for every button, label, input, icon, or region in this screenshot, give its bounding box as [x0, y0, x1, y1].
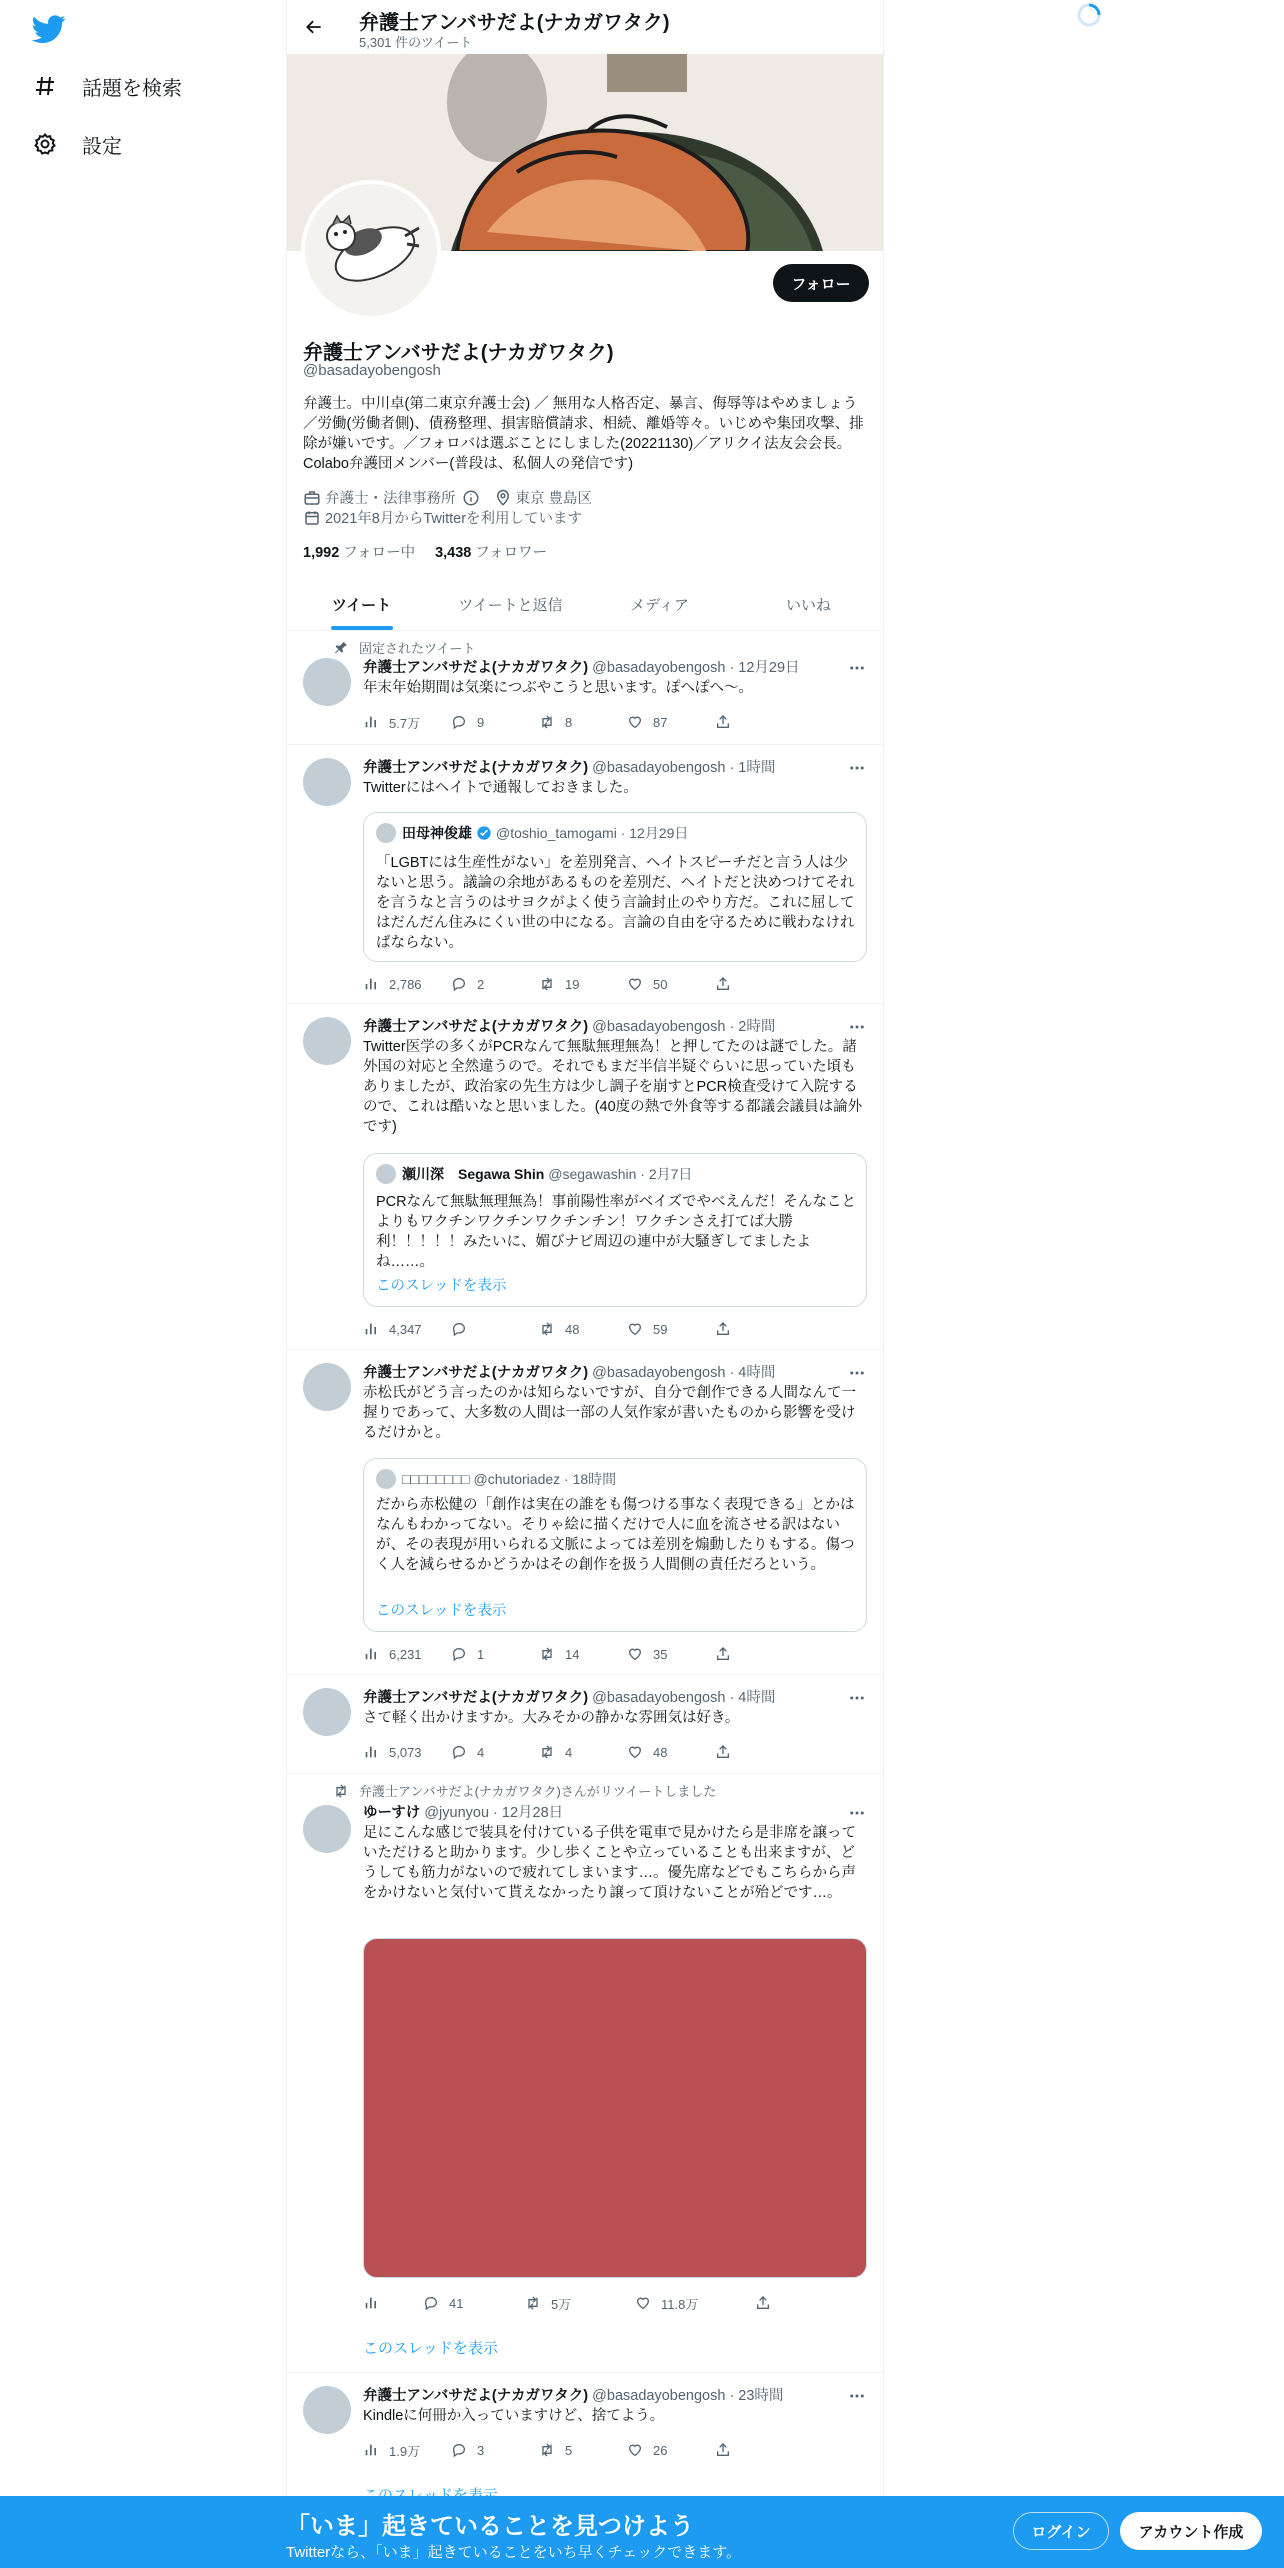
quoted-text: PCRなんて無駄無理無為！事前陽性率がベイズでやべえんだ！そんなことよりもワクチンワクチンワクチンチン！ワクチンさえ打てば大勝利！！！！！みたいに、媚びナビ周辺の連中が大騒ぎしてましたよね……。: [376, 1194, 856, 1270]
author-meta[interactable]: @basadayobengosh · 4時間: [592, 1690, 776, 1706]
retweeted-label[interactable]: 弁護士アンバサだよ(ナカガワタク)さんがリツイートしました: [359, 1784, 717, 1799]
author-meta[interactable]: @basadayobengosh · 12月29日: [592, 660, 800, 676]
quoted-avatar: [376, 1469, 396, 1489]
tab-tweets[interactable]: [287, 578, 436, 630]
reply-icon: [451, 1321, 467, 1337]
tab-active-indicator: [331, 626, 393, 630]
retweet-icon: [539, 976, 555, 992]
avatar[interactable]: [303, 1363, 351, 1411]
gear-icon: [32, 131, 58, 157]
views-count: 1.9万: [389, 2443, 421, 2459]
like-button[interactable]: [627, 1321, 715, 1337]
retweet-icon: [539, 714, 555, 730]
tweet-text: Twitterにはヘイトで通報しておきました。: [363, 780, 638, 796]
retweet-icon: [539, 1744, 555, 1760]
views-icon: [363, 976, 379, 992]
heart-icon: [627, 1646, 643, 1662]
reply-count: 3: [477, 2442, 485, 2458]
tab-likes-label: いいね: [785, 596, 831, 614]
like-button[interactable]: [635, 2294, 755, 2313]
reply-button[interactable]: [451, 714, 539, 730]
tweet-text: Kindleに何冊か入っていますけど、捨てよう。: [363, 2408, 665, 2424]
tweet-count: 5,301 件のツイート: [359, 35, 473, 50]
quoted-author-name: □□□□□□□□: [402, 1471, 470, 1487]
tweet[interactable]: [287, 1351, 883, 1675]
tab-replies-label: ツイートと返信: [458, 596, 563, 614]
avatar[interactable]: [303, 1688, 351, 1736]
tweet-body: [363, 1688, 867, 1728]
loading-spinner-icon: [1076, 2, 1102, 28]
like-count: 87: [653, 714, 668, 730]
views-icon: [363, 1321, 379, 1337]
retweet-count: 14: [565, 1646, 580, 1662]
tweet[interactable]: [287, 746, 883, 1004]
reply-count: 9: [477, 714, 485, 730]
quoted-tweet-header: [376, 823, 688, 843]
retweet-button[interactable]: [539, 1321, 627, 1337]
tweet-actions: [363, 2293, 793, 2313]
quoted-text: 「LGBTには生産性がない」を差別発言、ヘイトスピーチだと言う人は少ないと思う。議論の余地があるものを差別だ、ヘイトだと決めつけてそれを言うなと言うのはサヨクがよく使う言論封止のやり方だ。これに屈してはだんだん住みにくい世の中になる。言論の自由を守るために戦わなければならない。: [376, 855, 855, 951]
share-icon: [715, 1646, 731, 1662]
quoted-tweet[interactable]: [363, 1153, 867, 1307]
author-meta[interactable]: @basadayobengosh · 23時間: [592, 2388, 784, 2404]
tweet-text: Twitter医学の多くがPCRなんて無駄無理無為！と押してたのは謎でした。諸外国の対応と全然違うので。それでもまだ半信半疑ぐらいに思っていた頃もありましたが、政治家の先生方は少し調子を崩すとPCR検査受けて入院するので、これは酷いなと思いました。(40度の熱で外食等する都議会議員は論外です): [363, 1039, 863, 1135]
views-button[interactable]: [363, 1646, 451, 1662]
twitter-bird-icon[interactable]: [32, 12, 66, 46]
avatar[interactable]: [303, 2386, 351, 2434]
like-count: 50: [653, 976, 668, 992]
author-meta[interactable]: @basadayobengosh · 2時間: [592, 1019, 776, 1035]
author-meta[interactable]: @jyunyou · 12月28日: [424, 1805, 564, 1821]
tweet-actions: [363, 1319, 793, 1339]
calendar-icon: [303, 509, 321, 527]
quoted-avatar: [376, 823, 396, 843]
avatar[interactable]: [303, 658, 351, 706]
more-options-icon[interactable]: [847, 658, 867, 678]
more-options-icon[interactable]: [847, 1017, 867, 1037]
follow-counts: [303, 541, 567, 562]
reply-count: 2: [477, 976, 485, 992]
heart-icon: [627, 1744, 643, 1760]
tweet-actions: [363, 2440, 793, 2460]
views-count: 5,073: [389, 1744, 422, 1760]
profile-location-label: 東京 豊島区: [515, 491, 593, 507]
verified-badge-icon: [476, 825, 492, 841]
like-count: 26: [653, 2442, 668, 2458]
retweet-icon: [539, 1321, 555, 1337]
profile-meta-row: [303, 487, 602, 508]
share-button[interactable]: [715, 2442, 745, 2458]
reply-icon: [451, 976, 467, 992]
tweet-body: [363, 1363, 867, 1443]
more-options-icon[interactable]: [847, 1688, 867, 1708]
retweet-button[interactable]: [539, 1744, 627, 1760]
views-button[interactable]: [363, 2441, 451, 2460]
briefcase-icon: [303, 489, 321, 507]
heart-icon: [627, 2442, 643, 2458]
profile-location: [494, 487, 593, 508]
like-count: 11.8万: [661, 2296, 699, 2312]
signup-button[interactable]: アカウント作成: [1120, 2512, 1262, 2550]
avatar[interactable]: [303, 1017, 351, 1065]
nav-explore-label: 話題を検索: [82, 77, 182, 100]
tweet[interactable]: [287, 1775, 883, 2373]
reply-button[interactable]: [451, 976, 539, 992]
retweet-icon: [525, 2295, 541, 2311]
pinned-indicator: [333, 638, 475, 657]
retweet-count: 4: [565, 1744, 573, 1760]
quoted-author-name: 瀬川深 Segawa Shin: [402, 1166, 545, 1182]
tweet-text: 足にこんな感じで装具を付けている子供を電車で見かけたら是非席を譲っていただけると助かります。少し歩くことや立っていることも出来ますが、どうしても筋力がないので疲れてしまいます…。優先席などでもこちらから声をかけないと気付いて貰えなかったり譲って頂けないことが殆どです…。: [363, 1825, 856, 1901]
share-button[interactable]: [715, 1646, 745, 1662]
profile-category-label: 弁護士・法律事務所: [325, 491, 456, 507]
share-button[interactable]: [715, 714, 745, 730]
retweet-count: 5万: [551, 2296, 572, 2312]
back-arrow-icon[interactable]: [299, 12, 329, 42]
share-icon: [715, 1744, 731, 1760]
more-options-icon[interactable]: [847, 758, 867, 778]
tweet-actions: [363, 712, 793, 732]
share-button[interactable]: [715, 1744, 745, 1760]
profile-joined: [303, 507, 582, 528]
reply-button[interactable]: [451, 1321, 539, 1337]
reply-count: 41: [449, 2295, 464, 2311]
quoted-tweet[interactable]: [363, 1458, 867, 1632]
author-name[interactable]: 弁護士アンバサだよ(ナカガワタク): [363, 1019, 589, 1035]
quoted-text: だから赤松健の「創作は実在の誰をも傷つける事なく表現できる」とかはなんもわかってない。そりゃ絵に描くだけで人に血を流させる訳はないが、その表現が用いられる文脈によっては差別を煽動したりもする。傷つく人を減らせるかどうかはその創作を扱う人間側の責任だろという。: [376, 1497, 855, 1573]
quoted-author-meta: @toshio_tamogami · 12月29日: [496, 825, 689, 841]
share-icon: [715, 714, 731, 730]
retweet-button[interactable]: [525, 2294, 635, 2313]
like-count: 59: [653, 1321, 668, 1337]
tab-tweets-label: ツイート: [331, 596, 392, 614]
profile-bio: 弁護士。中川卓(第二東京弁護士会) ／ 無用な人格否定、暴言、侮辱等はやめましょう／労働(労働者側)、債務整理、損害賠償請求、相続、離婚等々。いじめや集団攻撃、排除が嫌いです。／フォロバは選ぶことにしました(20221130)／アリクイ法友会会長。Colabo弁護団メンバー(普段は、私個人の発信です): [303, 396, 864, 472]
avatar[interactable]: [303, 758, 351, 806]
tweet-text: さて軽く出かけますか。大みそかの静かな雰囲気は好き。: [363, 1710, 740, 1726]
retweeted-indicator: [333, 1781, 716, 1800]
profile-tabs: [287, 578, 883, 631]
heart-icon: [627, 714, 643, 730]
retweet-count: 5: [565, 2442, 573, 2458]
retweet-icon: [539, 1646, 555, 1662]
following-link[interactable]: [303, 541, 415, 562]
tweet-body: [363, 1803, 867, 1903]
retweet-button[interactable]: [539, 2442, 627, 2458]
reply-icon: [423, 2295, 439, 2311]
following-count: 1,992: [303, 545, 340, 561]
author-name[interactable]: ゆーすけ: [363, 1805, 421, 1821]
reply-button[interactable]: [451, 2442, 539, 2458]
followers-count: 3,438: [435, 545, 472, 561]
share-icon: [715, 976, 731, 992]
reply-icon: [451, 2442, 467, 2458]
tab-likes[interactable]: [734, 578, 883, 630]
nav-settings[interactable]: [32, 124, 122, 164]
quoted-author-name: 田母神俊雄: [402, 825, 472, 841]
profile-header-bar: [287, 0, 883, 54]
tweet-text: 年末年始期間は気楽につぶやこうと思います。ぽへぽへ〜。: [363, 680, 754, 696]
tweet[interactable]: [287, 2374, 883, 2514]
retweet-button[interactable]: [539, 976, 627, 992]
heart-icon: [635, 2295, 651, 2311]
views-button[interactable]: [363, 713, 451, 732]
tweet-body: [363, 2386, 867, 2426]
pin-icon: [333, 640, 349, 656]
retweet-count: 48: [565, 1321, 580, 1337]
nav-explore[interactable]: [32, 66, 182, 106]
tab-tweets-and-replies[interactable]: [436, 578, 585, 630]
share-icon: [755, 2295, 771, 2311]
share-button[interactable]: [715, 976, 745, 992]
views-count: 4,347: [389, 1321, 422, 1337]
tweet-body: [363, 1017, 867, 1137]
followers-label: フォロワー: [475, 545, 548, 561]
tweet-text: 赤松氏がどう言ったのかは知らないですが、自分で創作できる人間なんて一握りであって、大多数の人間は一部の人気作家が書いたものから影響を受けるだけかと。: [363, 1385, 856, 1441]
heart-icon: [627, 1321, 643, 1337]
quoted-author-meta: @segawashin · 2月7日: [548, 1166, 693, 1182]
reply-icon: [451, 1646, 467, 1662]
like-count: 48: [653, 1744, 668, 1760]
tweet-actions: [363, 1742, 793, 1762]
hashtag-icon: [32, 73, 58, 99]
login-button[interactable]: ログイン: [1013, 2512, 1109, 2550]
views-icon: [363, 1744, 379, 1760]
views-icon: [363, 2442, 379, 2458]
pinned-label: 固定されたツイート: [359, 641, 476, 656]
retweet-count: 19: [565, 976, 580, 992]
profile-handle: @basadayobengosh: [303, 362, 441, 379]
author-name[interactable]: 弁護士アンバサだよ(ナカガワタク): [363, 2388, 589, 2404]
reply-button[interactable]: [451, 1646, 539, 1662]
more-options-icon[interactable]: [847, 1363, 867, 1383]
reply-icon: [451, 1744, 467, 1760]
show-thread-link[interactable]: このスレッドを表示: [363, 2340, 498, 2357]
views-count: 5.7万: [389, 715, 421, 731]
quoted-tweet-header: [376, 1469, 616, 1489]
like-button[interactable]: [627, 1744, 715, 1760]
show-thread-link[interactable]: このスレッドを表示: [376, 1603, 507, 1619]
more-options-icon[interactable]: [847, 2386, 867, 2406]
views-count: 6,231: [389, 1646, 422, 1662]
tweet-media-image[interactable]: [363, 1938, 867, 2278]
login-prompt-subtitle: Twitterなら、「いま」起きていることをいち早くチェックできます。: [286, 2544, 742, 2561]
login-prompt-title: 「いま」起きていることを見つけよう: [286, 2513, 694, 2540]
tweet-body: [363, 758, 867, 798]
views-icon: [363, 2295, 379, 2311]
follow-button[interactable]: フォロー: [773, 264, 869, 302]
author-name[interactable]: 弁護士アンバサだよ(ナカガワタク): [363, 660, 589, 676]
like-button[interactable]: [627, 714, 715, 730]
share-button[interactable]: [755, 2295, 785, 2311]
share-icon: [715, 2442, 731, 2458]
retweet-icon: [539, 2442, 555, 2458]
profile-joined-row: [303, 507, 592, 528]
views-button[interactable]: [363, 1321, 451, 1337]
header-title: 弁護士アンバサだよ(ナカガワタク): [359, 12, 670, 34]
quoted-author-meta: @chutoriadez · 18時間: [473, 1471, 617, 1487]
tweet-body: [363, 658, 867, 698]
author-name[interactable]: 弁護士アンバサだよ(ナカガワタク): [363, 1690, 589, 1706]
retweet-icon: [333, 1783, 349, 1799]
location-pin-icon: [494, 489, 512, 507]
share-icon: [715, 1321, 731, 1337]
info-icon: [462, 489, 480, 507]
reply-count: 4: [477, 1744, 485, 1760]
profile-avatar[interactable]: [301, 180, 441, 320]
tweet[interactable]: [287, 1676, 883, 1774]
profile-joined-label: 2021年8月からTwitterを利用しています: [325, 511, 583, 527]
tab-media[interactable]: [585, 578, 734, 630]
views-button[interactable]: [363, 1744, 451, 1760]
tweet[interactable]: [287, 1005, 883, 1350]
views-icon: [363, 1646, 379, 1662]
tab-media-label: メディア: [630, 596, 689, 614]
profile-timeline: [286, 0, 884, 2568]
like-count: 35: [653, 1646, 668, 1662]
author-name[interactable]: 弁護士アンバサだよ(ナカガワタク): [363, 760, 589, 776]
like-button[interactable]: [627, 2442, 715, 2458]
author-name[interactable]: 弁護士アンバサだよ(ナカガワタク): [363, 1365, 589, 1381]
profile-name: 弁護士アンバサだよ(ナカガワタク): [303, 342, 614, 364]
author-meta[interactable]: @basadayobengosh · 4時間: [592, 1365, 776, 1381]
following-label: フォロー中: [343, 545, 416, 561]
reply-icon: [451, 714, 467, 730]
more-options-icon[interactable]: [847, 1803, 867, 1823]
quoted-avatar: [376, 1164, 396, 1184]
show-thread-link[interactable]: このスレッドを表示: [376, 1278, 507, 1294]
reply-count: 1: [477, 1646, 485, 1662]
heart-icon: [627, 976, 643, 992]
profile-category: [303, 487, 484, 508]
tweet-actions: [363, 974, 793, 994]
followers-link[interactable]: [435, 541, 547, 562]
views-count: 2,786: [389, 976, 422, 992]
like-button[interactable]: [627, 976, 715, 992]
reply-button[interactable]: [423, 2295, 525, 2311]
avatar[interactable]: [303, 1805, 351, 1853]
share-button[interactable]: [715, 1321, 745, 1337]
views-button[interactable]: [363, 976, 451, 992]
nav-settings-label: 設定: [82, 135, 122, 158]
retweet-button[interactable]: [539, 1646, 627, 1662]
like-button[interactable]: [627, 1646, 715, 1662]
views-button[interactable]: [363, 2295, 423, 2311]
views-icon: [363, 714, 379, 730]
author-meta[interactable]: @basadayobengosh · 1時間: [592, 760, 776, 776]
reply-button[interactable]: [451, 1744, 539, 1760]
retweet-button[interactable]: [539, 714, 627, 730]
login-prompt-bar: [0, 2496, 1284, 2568]
quoted-tweet-header: [376, 1164, 692, 1184]
retweet-count: 8: [565, 714, 573, 730]
tweet[interactable]: [287, 632, 883, 745]
tweet-actions: [363, 1644, 793, 1664]
quoted-tweet[interactable]: [363, 812, 867, 962]
